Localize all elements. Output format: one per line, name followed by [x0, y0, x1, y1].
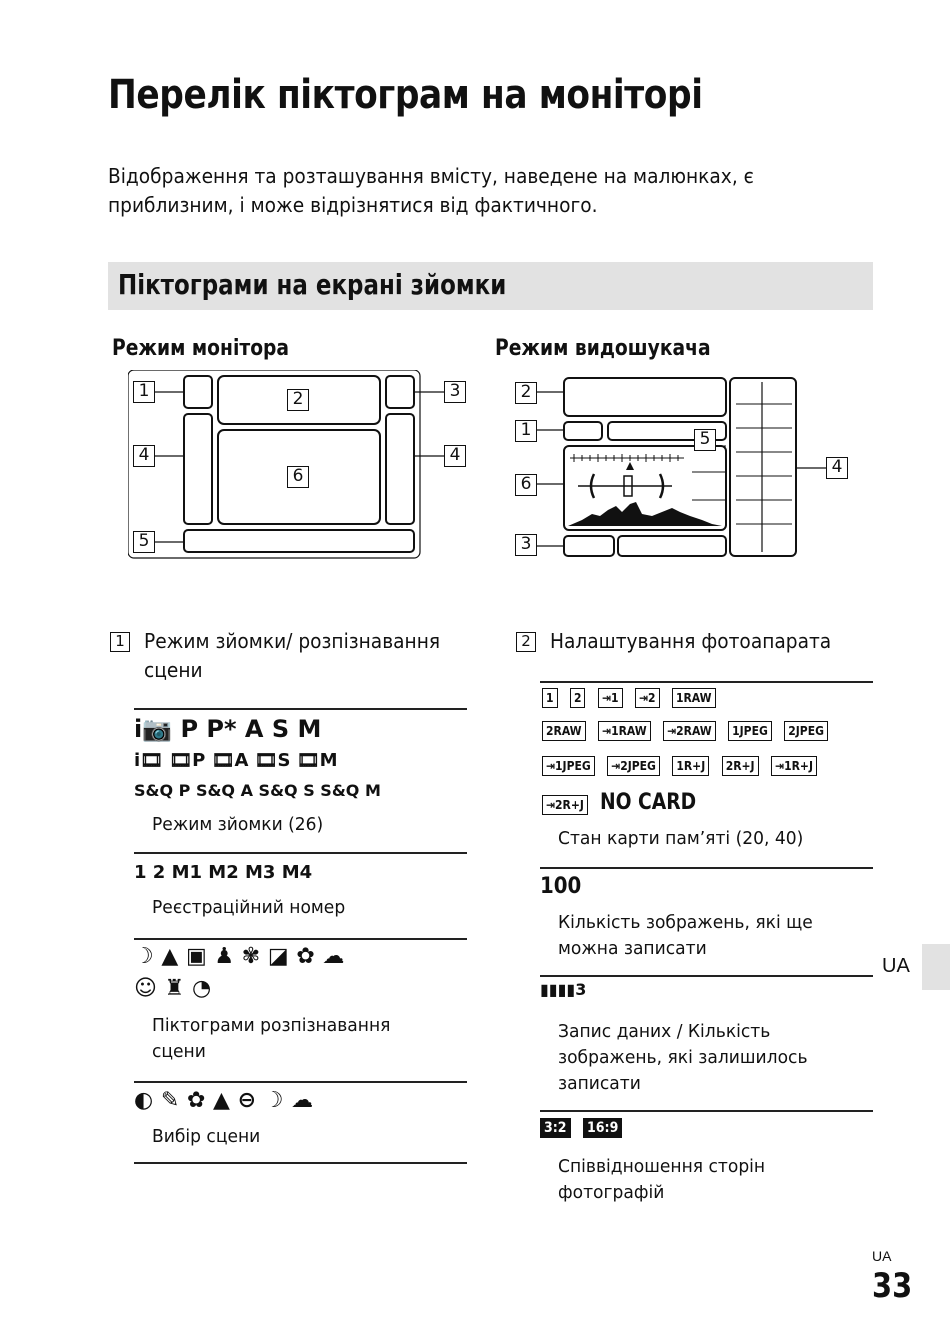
rule	[134, 938, 467, 940]
ratio-tag: 3:2	[540, 1118, 571, 1138]
section-title: Піктограми на екрані зйомки	[118, 268, 507, 301]
scene-select-desc: Вибір сцени	[152, 1126, 261, 1147]
rule	[540, 975, 873, 977]
scene-recognition-icons-row1: ☽ ▲ ▣ ♟ ✾ ◪ ✿ ☁	[134, 944, 345, 969]
side-tab	[922, 944, 950, 990]
shooting-mode-icons-row3: S&Q P S&Q A S&Q S S&Q M	[134, 781, 381, 800]
viewfinder-label-6: 6	[515, 474, 537, 496]
page-number: 33	[872, 1266, 913, 1306]
count-desc: Кількість зображень, які ще можна записати	[558, 912, 813, 959]
monitor-label-3: 3	[444, 381, 466, 403]
monitor-label-2: 2	[287, 389, 309, 411]
scene-recognition-icons-row2: ☺ ♜ ◔	[134, 976, 212, 1001]
monitor-label-5: 5	[133, 531, 155, 553]
card-tag: ⇥2JPEG	[607, 756, 660, 776]
card-tag: ⇥2	[635, 688, 660, 708]
card-tag: ⇥1RAW	[598, 721, 651, 741]
card-tags-row1	[542, 688, 724, 708]
card-tag: 1JPEG	[728, 721, 772, 741]
card-desc: Стан карти пам’яті (20, 40)	[558, 828, 804, 849]
rule	[134, 708, 467, 710]
monitor-mode-heading: Режим монітора	[112, 336, 290, 361]
intro-text: Відображення та розташування вмісту, наведене на малюнках, є приблизним, і може відрізнятися від фактичного.	[108, 164, 754, 217]
card-tags-row2	[542, 721, 836, 741]
shooting-mode-icons-row2: i🎞 🎞P 🎞A 🎞S 🎞M	[134, 750, 338, 771]
viewfinder-label-3: 3	[515, 534, 537, 556]
page-title: Перелік піктограм на моніторі	[108, 72, 703, 118]
viewfinder-label-1: 1	[515, 420, 537, 442]
monitor-label-4-left: 4	[133, 445, 155, 467]
card-tag: ⇥1JPEG	[542, 756, 595, 776]
registration-desc: Реєстраційний номер	[152, 897, 346, 918]
card-tag: 2RAW	[542, 721, 586, 741]
card-tags-row4	[542, 790, 714, 815]
rule	[540, 867, 873, 869]
rule	[134, 1162, 467, 1164]
card-tag: 1	[542, 688, 558, 708]
shooting-mode-icons-row1: i📷 P P* A S M	[134, 715, 322, 743]
card-tags-row3	[542, 756, 825, 776]
viewfinder-label-2: 2	[515, 382, 537, 404]
card-tag: 2JPEG	[784, 721, 828, 741]
right-item-heading: Налаштування фотоапарата	[550, 629, 832, 653]
left-item-heading: Режим зйомки/ розпізнавання сцени	[144, 629, 441, 682]
viewfinder-label-5: 5	[694, 429, 716, 451]
ratio-tags	[540, 1118, 630, 1138]
no-card-label: NO CARD	[600, 790, 697, 815]
viewfinder-mode-heading: Режим видошукача	[495, 336, 711, 361]
card-tag: ⇥1	[598, 688, 623, 708]
left-item-number: 1	[110, 632, 130, 652]
card-tag: 2	[570, 688, 586, 708]
count-value: 100	[540, 874, 582, 899]
card-tag: 1R+J	[672, 756, 709, 776]
card-tag: ⇥2R+J	[542, 795, 588, 815]
ratio-desc: Співвідношення сторін фотографій	[558, 1156, 766, 1203]
viewfinder-label-4: 4	[826, 457, 848, 479]
card-tag: ⇥1R+J	[771, 756, 817, 776]
card-tag: ⇥2RAW	[663, 721, 716, 741]
card-tag: 2R+J	[722, 756, 759, 776]
right-item-number: 2	[516, 632, 536, 652]
card-tag: 1RAW	[672, 688, 716, 708]
rule	[134, 1081, 467, 1083]
rule	[540, 1110, 873, 1112]
shooting-mode-desc: Режим зйомки (26)	[152, 814, 324, 835]
scene-select-icons: ◐ ✎ ✿ ▲ ⊖ ☽ ☁	[134, 1088, 314, 1113]
rule	[134, 852, 467, 854]
monitor-label-6: 6	[287, 466, 309, 488]
registration-icons: 1 2 M1 M2 M3 M4	[134, 862, 313, 883]
viewfinder-diagram	[512, 374, 852, 560]
rule	[540, 681, 873, 683]
write-icon: ▮▮▮▮3	[540, 980, 587, 999]
write-desc: Запис даних / Кількість зображень, які залишилось записати	[558, 1021, 808, 1094]
monitor-label-4-right: 4	[444, 445, 466, 467]
ratio-tag: 16:9	[583, 1118, 622, 1138]
scene-recognition-desc: Піктограми розпізнавання сцени	[152, 1015, 391, 1062]
page-lang: UA	[872, 1248, 892, 1264]
side-tab-label: UA	[882, 955, 910, 977]
monitor-label-1: 1	[133, 381, 155, 403]
